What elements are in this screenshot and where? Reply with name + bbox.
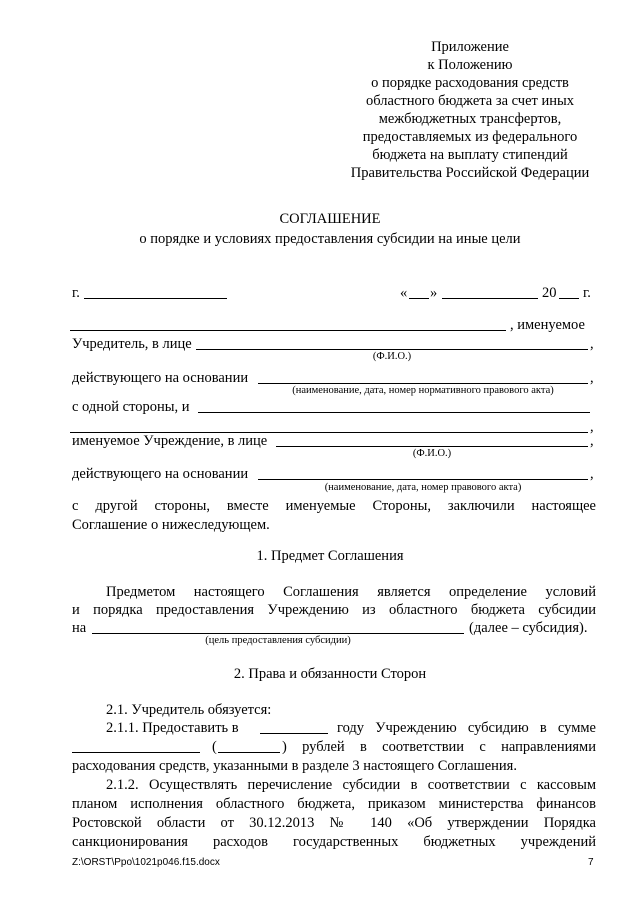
clause-2-1-2-line-3: Ростовской области от 30.12.2013 № 140 «Об утверждении Порядка	[72, 815, 596, 831]
founder-in-person-label: Учредитель, в лице	[72, 336, 192, 352]
clause-2-1-2-line-4: санкционирования расходов государственных бюджетных учреждений	[72, 834, 596, 850]
appendix-line: Приложение	[431, 39, 509, 55]
paren-open: (	[212, 739, 217, 755]
appendix-line: к Положению	[427, 57, 513, 73]
clause-2-1-1-c: ) рублей в соответствии с направлениями	[282, 739, 596, 755]
named-suffix: , именуемое	[510, 317, 585, 333]
appendix-line: областного бюджета за счет иных	[365, 93, 574, 109]
appendix-line: бюджета на выплату стипендий	[372, 147, 568, 163]
city-blank[interactable]	[84, 298, 227, 299]
clause-2-1-2-line-2: планом исполнения областного бюджета, приказом министерства финансов	[72, 796, 596, 812]
clause-2-1-1-a: 2.1.1. Предоставить в	[106, 720, 239, 736]
clause-2-1-1-b: году Учреждению субсидию в сумме	[337, 720, 596, 736]
clause-2-1-1-d: расходования средств, указанными в разделе 3 настоящего Соглашения.	[72, 758, 517, 774]
act-caption: (наименование, дата, номер нормативного правового акта)	[292, 385, 554, 396]
acting-basis-label: действующего на основании	[72, 466, 249, 482]
institution-name-blank-1[interactable]	[198, 412, 590, 413]
other-side-line-2: Соглашение о нижеследующем.	[72, 517, 270, 533]
year-suffix: г.	[583, 285, 591, 301]
day-blank[interactable]	[409, 298, 429, 299]
document-subtitle: о порядке и условиях предоставления субсидии на иные цели	[139, 231, 521, 247]
appendix-line: предоставляемых из федерального	[362, 129, 578, 145]
purpose-caption: (цель предоставления субсидии)	[205, 635, 351, 646]
fio-caption: (Ф.И.О.)	[412, 448, 452, 459]
act-caption: (наименование, дата, номер правового акта)	[324, 482, 522, 493]
year-prefix: 20	[542, 285, 557, 301]
comma: ,	[590, 419, 594, 435]
month-blank[interactable]	[442, 298, 538, 299]
comma: ,	[590, 336, 594, 352]
year-blank[interactable]	[260, 733, 328, 734]
appendix-line: о порядке расходования средств	[371, 75, 569, 91]
amount-words-blank[interactable]	[218, 752, 280, 753]
comma: ,	[590, 370, 594, 386]
fio-caption: (Ф.И.О.)	[372, 351, 412, 362]
appendix-line: межбюджетных трансфертов,	[378, 111, 562, 127]
quote-open: «	[400, 285, 408, 301]
section-1-line-1: Предметом настоящего Соглашения является определение условий	[106, 584, 596, 600]
amount-digits-blank[interactable]	[72, 752, 200, 753]
institution-in-person-label: именуемое Учреждение, в лице	[72, 433, 268, 449]
institution-act-blank[interactable]	[258, 479, 588, 480]
section-1-line-3-suffix: (далее – субсидия).	[469, 620, 588, 636]
one-side-label: с одной стороны, и	[72, 399, 190, 415]
acting-basis-label: действующего на основании	[72, 370, 249, 386]
other-side-line-1: с другой стороны, вместе именуемые Стороны, заключили настоящее	[72, 498, 596, 514]
footer-page-number: 7	[588, 857, 594, 868]
section-1-line-2: и порядка предоставления Учреждению из областного бюджета субсидии	[72, 602, 596, 618]
section-1-heading: 1. Предмет Соглашения	[256, 548, 404, 564]
founder-name-blank[interactable]	[70, 330, 506, 331]
year-blank[interactable]	[559, 298, 579, 299]
section-1-line-3-prefix: на	[72, 620, 87, 636]
document-title: СОГЛАШЕНИЕ	[279, 211, 381, 227]
comma: ,	[590, 466, 594, 482]
section-2-heading: 2. Права и обязанности Сторон	[233, 666, 427, 682]
city-prefix: г.	[72, 285, 80, 301]
footer-file-path: Z:\ORST\Ppo\1021p046.f15.docx	[72, 857, 220, 868]
quote-close: »	[430, 285, 438, 301]
appendix-line: Правительства Российской Федерации	[350, 165, 590, 181]
clause-2-1: 2.1. Учредитель обязуется:	[106, 702, 272, 718]
comma: ,	[590, 433, 594, 449]
clause-2-1-2-line-1: 2.1.2. Осуществлять перечисление субсидии в соответствии с кассовым	[106, 777, 596, 793]
